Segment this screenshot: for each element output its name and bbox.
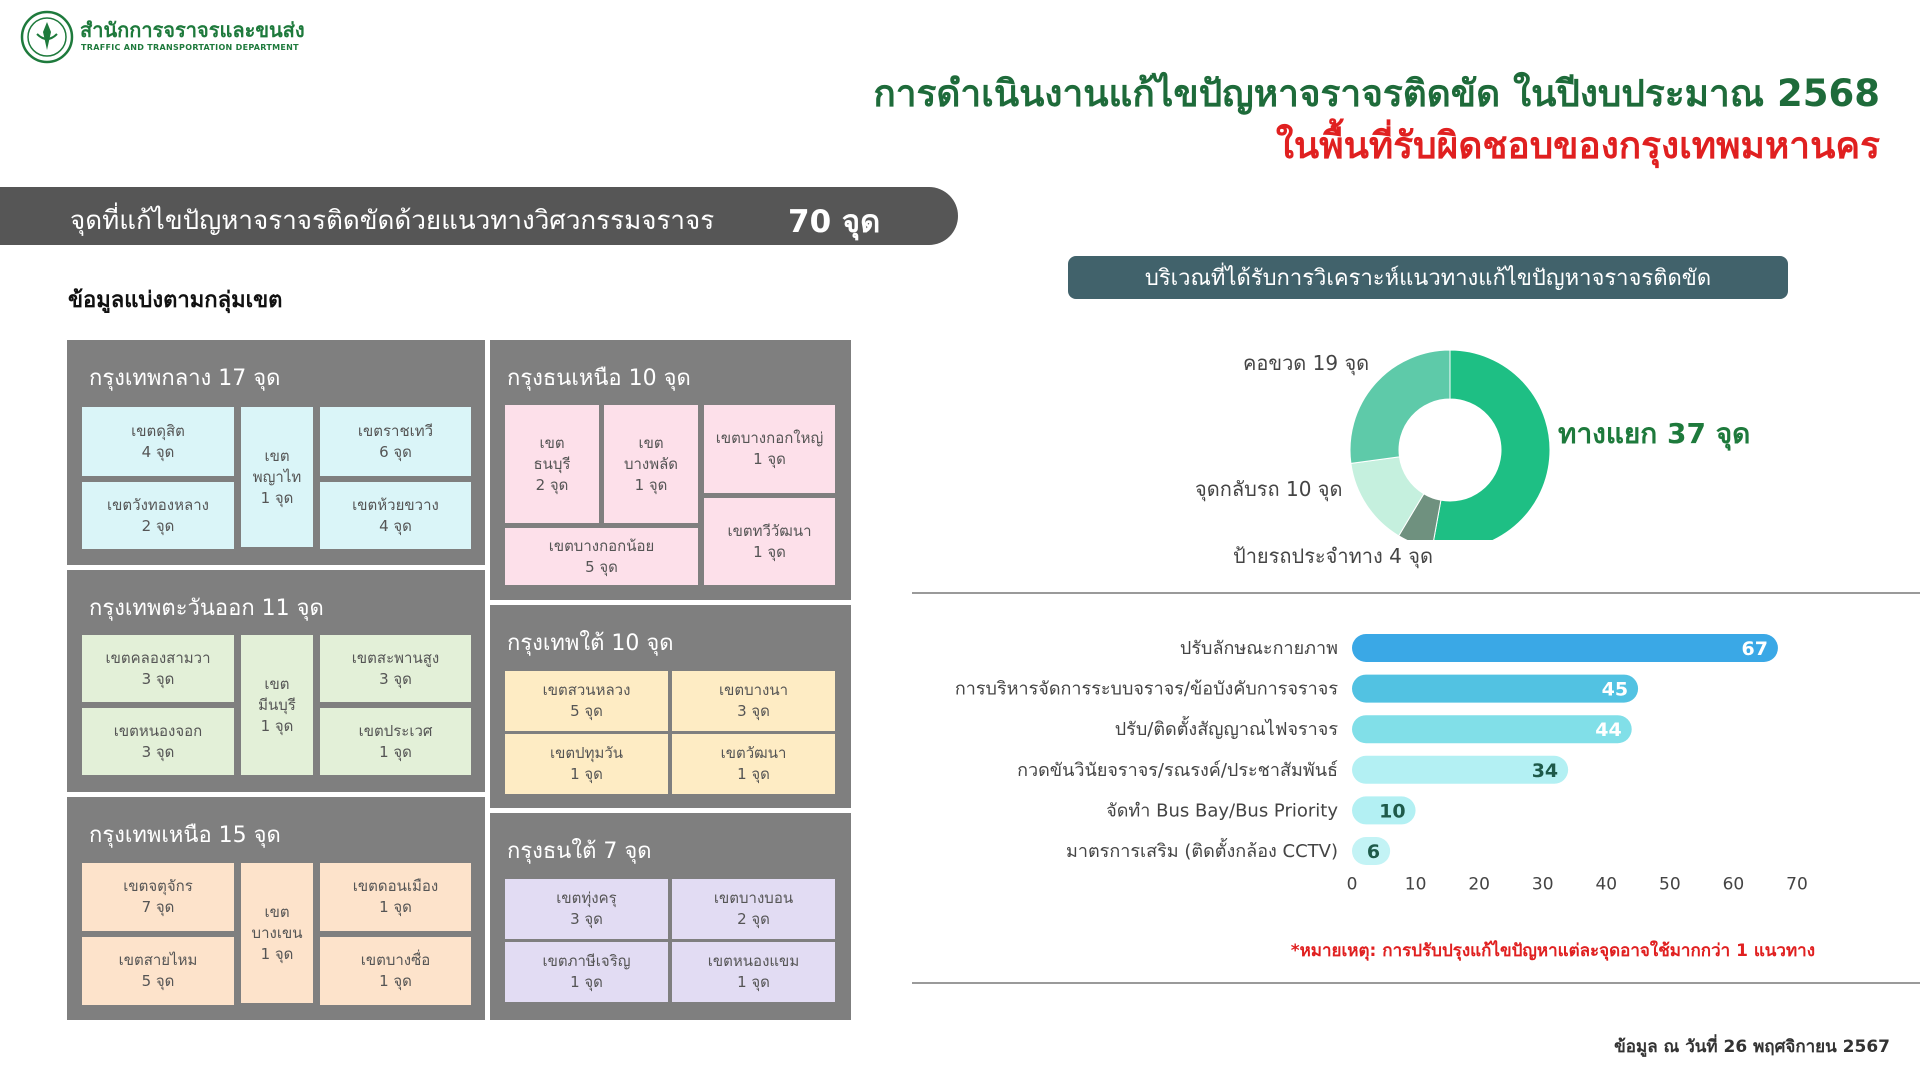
x-tick-label: 0 <box>1346 874 1358 895</box>
x-tick-label: 40 <box>1595 874 1618 895</box>
bar <box>1352 634 1778 662</box>
org-name-en: TRAFFIC AND TRANSPORTATION DEPARTMENT <box>81 43 299 52</box>
bar-category-label: จัดทำ Bus Bay/Bus Priority <box>1106 800 1338 822</box>
district-box: เขตบางบอน 2 จุด <box>672 879 835 939</box>
district-box: เขตหนองจอก 3 จุด <box>82 708 234 775</box>
footnote: *หมายเหตุ: การปรับปรุงแก้ไขปัญหาแต่ละจุดอาจใช้มากกว่า 1 แนวทาง <box>1290 941 1815 961</box>
district-box: เขต บางพลัด 1 จุด <box>604 405 698 523</box>
group-panel-east <box>67 570 485 792</box>
group-panel-thon-south <box>490 813 851 1020</box>
district-box: เขตภาษีเจริญ 1 จุด <box>505 942 668 1002</box>
district-box: เขตดอนเมือง 1 จุด <box>320 863 471 931</box>
bar-category-label: ปรับ/ติดตั้งสัญญาณไฟจราจร <box>1114 719 1338 741</box>
group-panel-thon-north <box>490 340 851 600</box>
page-subtitle: ในพื้นที่รับผิดชอบของกรุงเทพมหานคร <box>1275 124 1880 167</box>
donut-label-uturn: จุดกลับรถ 10 จุด <box>1195 477 1343 501</box>
bar-value-label: 45 <box>1601 678 1629 701</box>
donut-label-intersection: ทางแยก 37 จุด <box>1558 417 1751 450</box>
district-box: เขตวัฒนา 1 จุด <box>672 734 835 794</box>
org-name-th: สำนักการจราจรและขนส่ง <box>80 18 305 42</box>
bar-category-label: ปรับลักษณะกายภาพ <box>1179 638 1338 659</box>
bar <box>1352 715 1632 743</box>
bar-value-label: 67 <box>1741 638 1768 660</box>
group-title: กรุงเทพเหนือ 15 จุด <box>89 823 281 848</box>
donut-label-busstop: ป้ายรถประจำทาง 4 จุด <box>1233 544 1433 568</box>
district-box: เขตจตุจักร 7 จุด <box>82 863 234 931</box>
group-title: กรุงธนเหนือ 10 จุด <box>507 366 691 391</box>
district-box: เขตคลองสามวา 3 จุด <box>82 635 234 702</box>
district-box: เขต มีนบุรี 1 จุด <box>241 635 313 775</box>
district-box: เขตบางซื่อ 1 จุด <box>320 937 471 1005</box>
group-panel-south <box>490 605 851 808</box>
bar-category-label: การบริหารจัดการระบบจราจร/ข้อบังคับการจราจร <box>954 678 1338 700</box>
divider <box>912 982 1920 984</box>
group-panel-central <box>67 340 485 565</box>
district-box: เขตทุ่งครุ 3 จุด <box>505 879 668 939</box>
bar-value-label: 44 <box>1595 719 1622 742</box>
donut-chart <box>1340 325 1580 540</box>
bar-category-label: มาตรการเสริม (ติดตั้งกล้อง CCTV) <box>1066 841 1338 862</box>
bar-category-label: กวดขันวินัยจราจร/รณรงค์/ประชาสัมพันธ์ <box>1017 759 1338 781</box>
divider <box>912 592 1920 594</box>
x-tick-label: 50 <box>1659 874 1681 895</box>
district-box: เขตดุสิต 4 จุด <box>82 407 234 476</box>
bma-logo <box>20 10 74 64</box>
group-panel-north <box>67 797 485 1020</box>
summary-banner-text: จุดที่แก้ไขปัญหาจราจรติดขัดด้วยแนวทางวิศวกรรมจราจร <box>70 206 715 236</box>
district-box: เขตสวนหลวง 5 จุด <box>505 671 668 731</box>
bar-chart <box>912 620 1912 900</box>
district-box: เขตบางกอกใหญ่ 1 จุด <box>704 405 835 493</box>
district-box: เขตบางกอกน้อย 5 จุด <box>505 528 698 585</box>
x-tick-label: 30 <box>1531 874 1554 895</box>
donut-label-bottleneck: คอขวด 19 จุด <box>1243 351 1370 375</box>
district-box: เขต บางเขน 1 จุด <box>241 863 313 1003</box>
page-title: การดำเนินงานแก้ไขปัญหาจราจรติดขัด ในปีงบประมาณ 2568 <box>873 72 1880 115</box>
x-tick-label: 60 <box>1722 874 1745 895</box>
district-box: เขต ธนบุรี 2 จุด <box>505 405 599 523</box>
district-box: เขตปทุมวัน 1 จุด <box>505 734 668 794</box>
group-title: กรุงเทพตะวันออก 11 จุด <box>89 596 324 621</box>
summary-banner-count: 70 จุด <box>788 204 881 240</box>
x-tick-label: 70 <box>1786 874 1808 895</box>
bar-value-label: 34 <box>1531 759 1559 782</box>
group-title: กรุงธนใต้ 7 จุด <box>507 839 652 864</box>
district-box: เขตบางนา 3 จุด <box>672 671 835 731</box>
district-box: เขต พญาไท 1 จุด <box>241 407 313 547</box>
district-box: เขตทวีวัฒนา 1 จุด <box>704 498 835 585</box>
bar <box>1352 675 1638 703</box>
group-title: กรุงเทพใต้ 10 จุด <box>507 631 674 656</box>
x-tick-label: 10 <box>1404 874 1427 895</box>
analysis-title: บริเวณที่ได้รับการวิเคราะห์แนวทางแก้ไขปัญหาจราจรติดขัด <box>1068 256 1788 299</box>
group-title: กรุงเทพกลาง 17 จุด <box>89 366 281 391</box>
groups-heading: ข้อมูลแบ่งตามกลุ่มเขต <box>68 288 283 313</box>
district-box: เขตห้วยขวาง 4 จุด <box>320 482 471 549</box>
district-box: เขตสายไหม 5 จุด <box>82 937 234 1005</box>
district-box: เขตประเวศ 1 จุด <box>320 708 471 775</box>
x-tick-label: 20 <box>1468 874 1490 895</box>
district-box: เขตสะพานสูง 3 จุด <box>320 635 471 702</box>
district-box: เขตราชเทวี 6 จุด <box>320 407 471 476</box>
bar-value-label: 10 <box>1379 800 1406 823</box>
district-box: เขตวังทองหลาง 2 จุด <box>82 482 234 549</box>
district-box: เขตหนองแขม 1 จุด <box>672 942 835 1002</box>
data-as-of: ข้อมูล ณ วันที่ 26 พฤศจิกายน 2567 <box>1614 1037 1890 1057</box>
bar-value-label: 6 <box>1366 841 1381 863</box>
